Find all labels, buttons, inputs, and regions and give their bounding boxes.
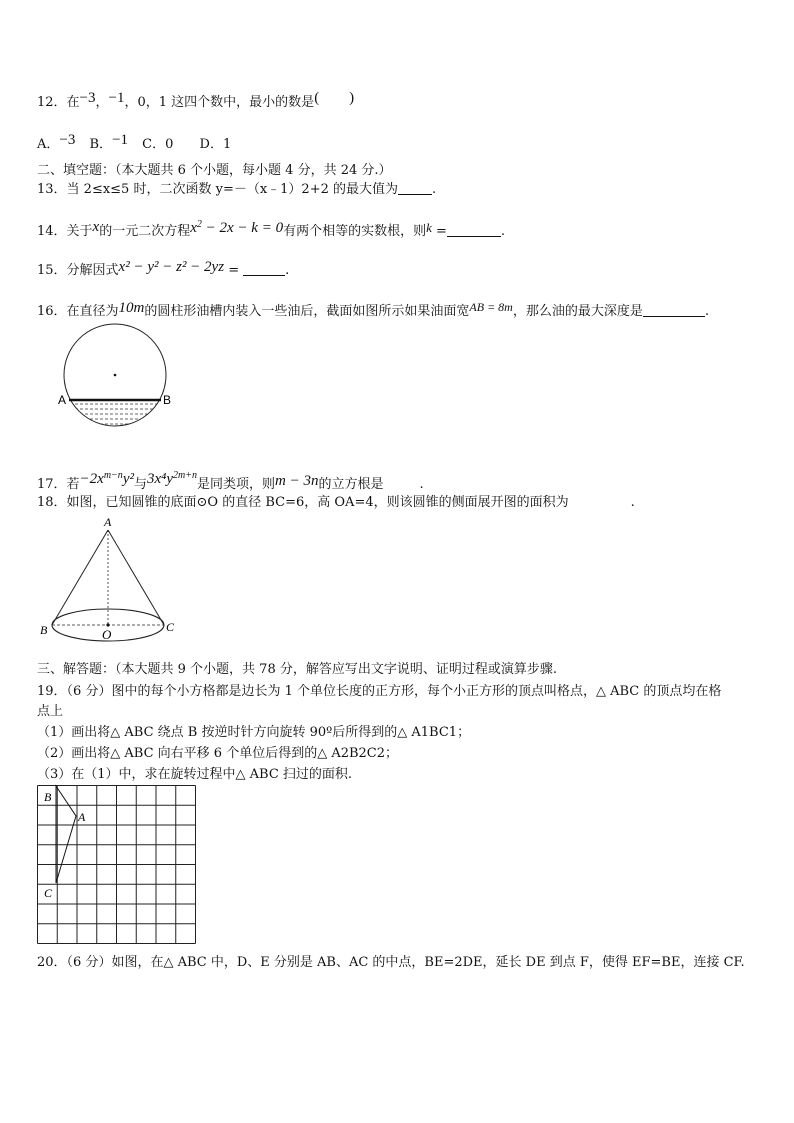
q13-blank: [398, 182, 432, 195]
q17-end: .: [419, 477, 424, 492]
q18: [37, 494, 635, 512]
q14-x: x: [92, 219, 100, 235]
q12-options: [37, 131, 231, 154]
q12-stem: [37, 89, 354, 112]
q15-expression: x² − y² − z² − 2yz: [118, 259, 225, 275]
label-b: B: [163, 393, 172, 407]
q13-text: 13．当 2≤x≤5 时，二次函数 y=－（x﹣1）2+2 的最大值为: [37, 182, 399, 197]
q17-b: 与: [133, 477, 147, 492]
q12-n1: −3: [79, 90, 96, 106]
figure-cone: [38, 515, 188, 640]
q17-a: 17．若: [37, 477, 80, 492]
q13-end: .: [432, 182, 437, 197]
q19-line1: 19．（6 分）图中的每个小方格都是边长为 1 个单位长度的正方形，每个小正方形的顶点叫格点，△ ABC 的顶点均在格: [37, 684, 722, 699]
q16-diameter: 10m: [118, 300, 145, 316]
q17-term1-base: −2x: [79, 471, 104, 487]
q12-sep: ，: [95, 95, 109, 110]
triangle-abc: [56, 786, 76, 883]
q18-text: 18．如图，已知圆锥的底面⊙O 的直径 BC=6，高 OA=4，则该圆锥的侧面展开图的面积为: [37, 495, 569, 510]
q14-eq-x: x: [190, 220, 197, 236]
option-a-label: A．: [37, 137, 60, 152]
label-a: A: [78, 810, 86, 824]
option-d-label: D．: [199, 137, 223, 152]
figure-oil-tank: [55, 318, 185, 428]
q16-ab: AB = 8m: [469, 300, 513, 314]
q16-c: ，那么油的最大深度是: [512, 304, 643, 319]
label-b: B: [40, 623, 48, 637]
q15-a: 15．分解因式: [37, 263, 119, 278]
q14-eq-sup: 2: [196, 219, 202, 230]
q14-d: =: [431, 224, 447, 239]
q17-term2: [147, 471, 197, 487]
q17: [37, 467, 424, 494]
q15-blank: [243, 263, 285, 276]
label-b: B: [44, 790, 52, 804]
q14-equation: [190, 220, 283, 236]
option-d-value: 1: [222, 137, 232, 152]
q12-number: 12．在: [37, 95, 80, 110]
section2-heading: 二、填空题：（本大题共 6 个小题，每小题 4 分，共 24 分.）: [37, 163, 392, 178]
q12-rest: ，0，1 这四个数中，最小的数是: [124, 95, 315, 110]
q16-b: 的圆柱形油槽内装入一些油后，截面如图所示如果油面宽: [144, 304, 470, 319]
q14-b: 的一元二次方程: [99, 224, 191, 239]
q15-end: .: [285, 263, 290, 278]
label-c: C: [44, 886, 53, 900]
q14-blank: [447, 224, 501, 237]
label-a: A: [104, 515, 112, 529]
option-b-label: B．: [89, 137, 113, 152]
q15: [37, 258, 289, 280]
section3-heading: 三、解答题：（本大题共 9 个小题，共 78 分，解答应写出文字说明、证明过程或演算步骤.: [37, 662, 557, 677]
label-a: A: [58, 393, 67, 407]
q16-end: .: [704, 304, 709, 319]
center-dot: [114, 374, 117, 377]
figure-grid: [37, 785, 202, 947]
option-b-value: −1: [112, 132, 129, 148]
q15-eq: =: [224, 263, 240, 278]
option-c-value: 0: [165, 137, 174, 152]
q16-a: 16．在直径为: [37, 304, 119, 319]
q18-end: .: [630, 495, 635, 510]
q14-c: 有两个相等的实数根，则: [283, 224, 427, 239]
q14-end: .: [500, 224, 506, 239]
q17-term1-y: y²: [122, 471, 134, 487]
q17-term1-exp: m−n: [103, 470, 123, 481]
option-a-value: −3: [59, 132, 76, 148]
label-o: O: [102, 627, 112, 642]
q16-blank: [643, 304, 705, 317]
q17-term1: [80, 471, 134, 487]
q17-term2-base: 3x⁴y: [146, 471, 174, 487]
q19-line2: 点上: [37, 704, 64, 719]
q14: [37, 216, 505, 241]
q17-c: 是同类项，则: [197, 477, 276, 492]
label-c: C: [166, 620, 175, 634]
q12-paren: ( ): [314, 90, 355, 106]
q19-part3: （3）在（1）中，求在旋转过程中△ ABC 扫过的面积.: [37, 767, 353, 782]
q20: 20．（6 分）如图，在△ ABC 中，D、E 分别是 AB、AC 的中点，BE=2DE，延长 DE 到点 F，使得 EF=BE，连接 CF.: [37, 955, 745, 970]
q14-eq-rest: − 2x − k = 0: [201, 220, 284, 236]
q14-k: k: [426, 220, 432, 235]
q12-n2: −1: [108, 90, 125, 106]
q19-part2: （2）画出将△ ABC 向右平移 6 个单位后得到的△ A2B2C2；: [37, 746, 399, 761]
q19-part1: （1）画出将△ ABC 绕点 B 按逆时针方向旋转 90º后所得到的△ A1BC1；: [37, 725, 471, 740]
q17-expression: m − 3n: [275, 473, 319, 489]
q13: [37, 181, 436, 199]
q17-term2-exp: 2m+n: [173, 470, 197, 481]
option-c-label: C．: [142, 137, 166, 152]
q14-a: 14．关于: [37, 224, 93, 239]
q17-d: 的立方根是: [318, 477, 384, 492]
